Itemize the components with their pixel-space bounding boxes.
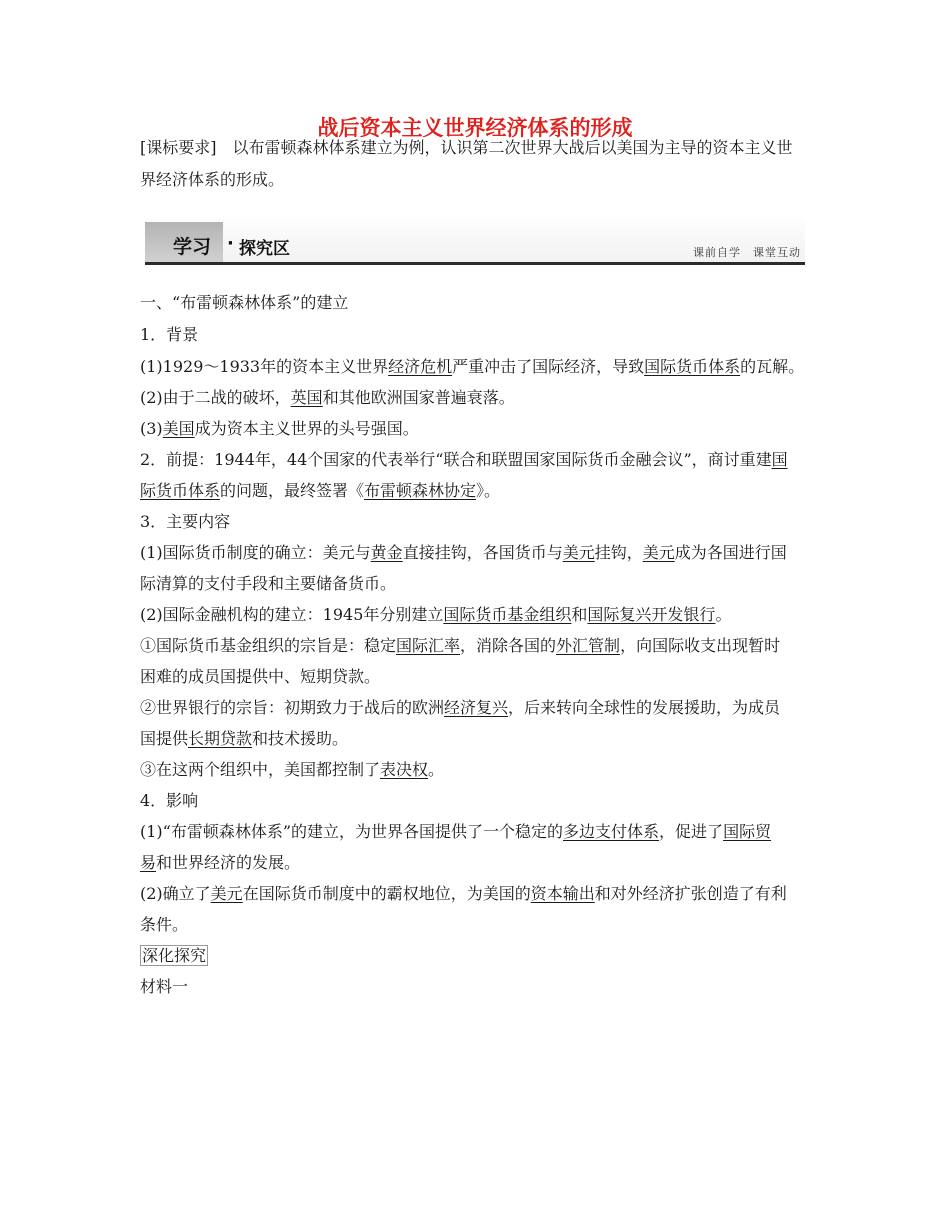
impact-title: 4．影响 — [140, 791, 199, 810]
premise-line-2: 际货币体系的问题，最终签署《布雷顿森林协定》。 — [140, 481, 501, 500]
premise-line-1: 2．前提：1944年，44个国家的代表举行“联合和联盟国家国际货币金融会议”，商讨重建国 — [140, 450, 788, 469]
answer-blank: 美元 — [642, 543, 675, 562]
impact-item-1: (1)“布雷顿森林体系”的建立，为世界各国提供了一个稳定的多边支付体系，促进了国际贸 — [140, 822, 772, 841]
answer-blank: 易 — [140, 853, 157, 872]
banner-dot: · — [227, 233, 234, 254]
answer-blank: 经济复兴 — [444, 698, 509, 717]
curriculum-standard — [140, 138, 812, 158]
imf-purpose-cont: 困难的成员国提供中、短期贷款。 — [140, 667, 381, 686]
answer-blank: 外汇管制 — [556, 636, 621, 655]
answer-blank: 多边支付体系 — [563, 822, 660, 841]
content-item-2: (2)国际金融机构的建立：1945年分别建立国际货币基金组织和国际复兴开发银行。 — [140, 605, 732, 624]
answer-blank: 国际货币基金组织 — [443, 605, 572, 624]
banner-rule — [145, 262, 805, 265]
content-item-1: (1)国际货币制度的确立：美元与黄金直接挂钩，各国货币与美元挂钩，美元成为各国进行国 — [140, 543, 787, 562]
page-title: 战后资本主义世界经济体系的形成 — [317, 116, 633, 140]
content-title: 3．主要内容 — [140, 512, 231, 531]
material-label: 材料一 — [140, 977, 189, 996]
deep-inquiry-label: 深化探究 — [142, 946, 207, 965]
standard-text-1: 以布雷顿森林体系建立为例，认识第二次世界大战后以美国为主导的资本主义世 — [232, 138, 793, 157]
section-banner — [145, 202, 805, 262]
answer-blank: 际货币体系 — [140, 481, 221, 500]
background-title: 1．背景 — [140, 325, 199, 344]
answer-blank: 长期贷款 — [188, 729, 253, 748]
answer-blank: 美国 — [162, 419, 195, 438]
background-item-1: (1)1929～1933年的资本主义世界经济危机严重冲击了国际经济，导致国际货币体系的瓦解。 — [140, 357, 805, 376]
answer-blank: 表决权 — [380, 760, 429, 779]
background-item-2: (2)由于二战的破坏，英国和其他欧洲国家普遍衰落。 — [140, 388, 515, 407]
answer-blank: 国际复兴开发银行 — [587, 605, 716, 624]
answer-blank: 美元 — [562, 543, 595, 562]
answer-blank: 国际汇率 — [396, 636, 461, 655]
answer-blank: 国际货币体系 — [644, 357, 741, 376]
answer-blank: 布雷顿森林协定 — [364, 481, 477, 500]
impact-item-2-cont: 条件。 — [140, 915, 189, 934]
background-item-3: (3)美国成为资本主义世界的头号强国。 — [140, 419, 419, 438]
banner-main-label: 学习 — [173, 236, 212, 258]
content-item-1-cont: 际清算的支付手段和主要储备货币。 — [140, 574, 397, 593]
banner-right-label: 课前自学 课堂互动 — [693, 246, 801, 259]
answer-blank: 英国 — [290, 388, 323, 407]
impact-item-1-cont: 易和世界经济的发展。 — [140, 853, 301, 872]
world-bank-purpose: ②世界银行的宗旨：初期致力于战后的欧洲经济复兴，后来转向全球性的发展援助，为成员 — [140, 698, 781, 717]
world-bank-purpose-cont: 国提供长期贷款和技术援助。 — [140, 729, 349, 748]
answer-blank: 黄金 — [370, 543, 403, 562]
banner-sub-label: 探究区 — [239, 239, 290, 259]
standard-label: [课标要求] — [140, 138, 217, 157]
section-heading: 一、“布雷顿森林体系”的建立 — [140, 293, 349, 312]
answer-blank: 美元 — [210, 884, 243, 903]
standard-text-2: 界经济体系的形成。 — [140, 170, 285, 189]
answer-blank: 国 — [771, 450, 788, 469]
imf-purpose: ①国际货币基金组织的宗旨是：稳定国际汇率，消除各国的外汇管制，向国际收支出现暂时 — [140, 636, 781, 655]
us-control: ③在这两个组织中，美国都控制了表决权。 — [140, 760, 445, 779]
answer-blank: 国际贸 — [723, 822, 772, 841]
answer-blank: 经济危机 — [388, 357, 453, 376]
impact-item-2: (2)确立了美元在国际货币制度中的霸权地位，为美国的资本输出和对外经济扩张创造了有利 — [140, 884, 787, 903]
answer-blank: 资本输出 — [530, 884, 595, 903]
